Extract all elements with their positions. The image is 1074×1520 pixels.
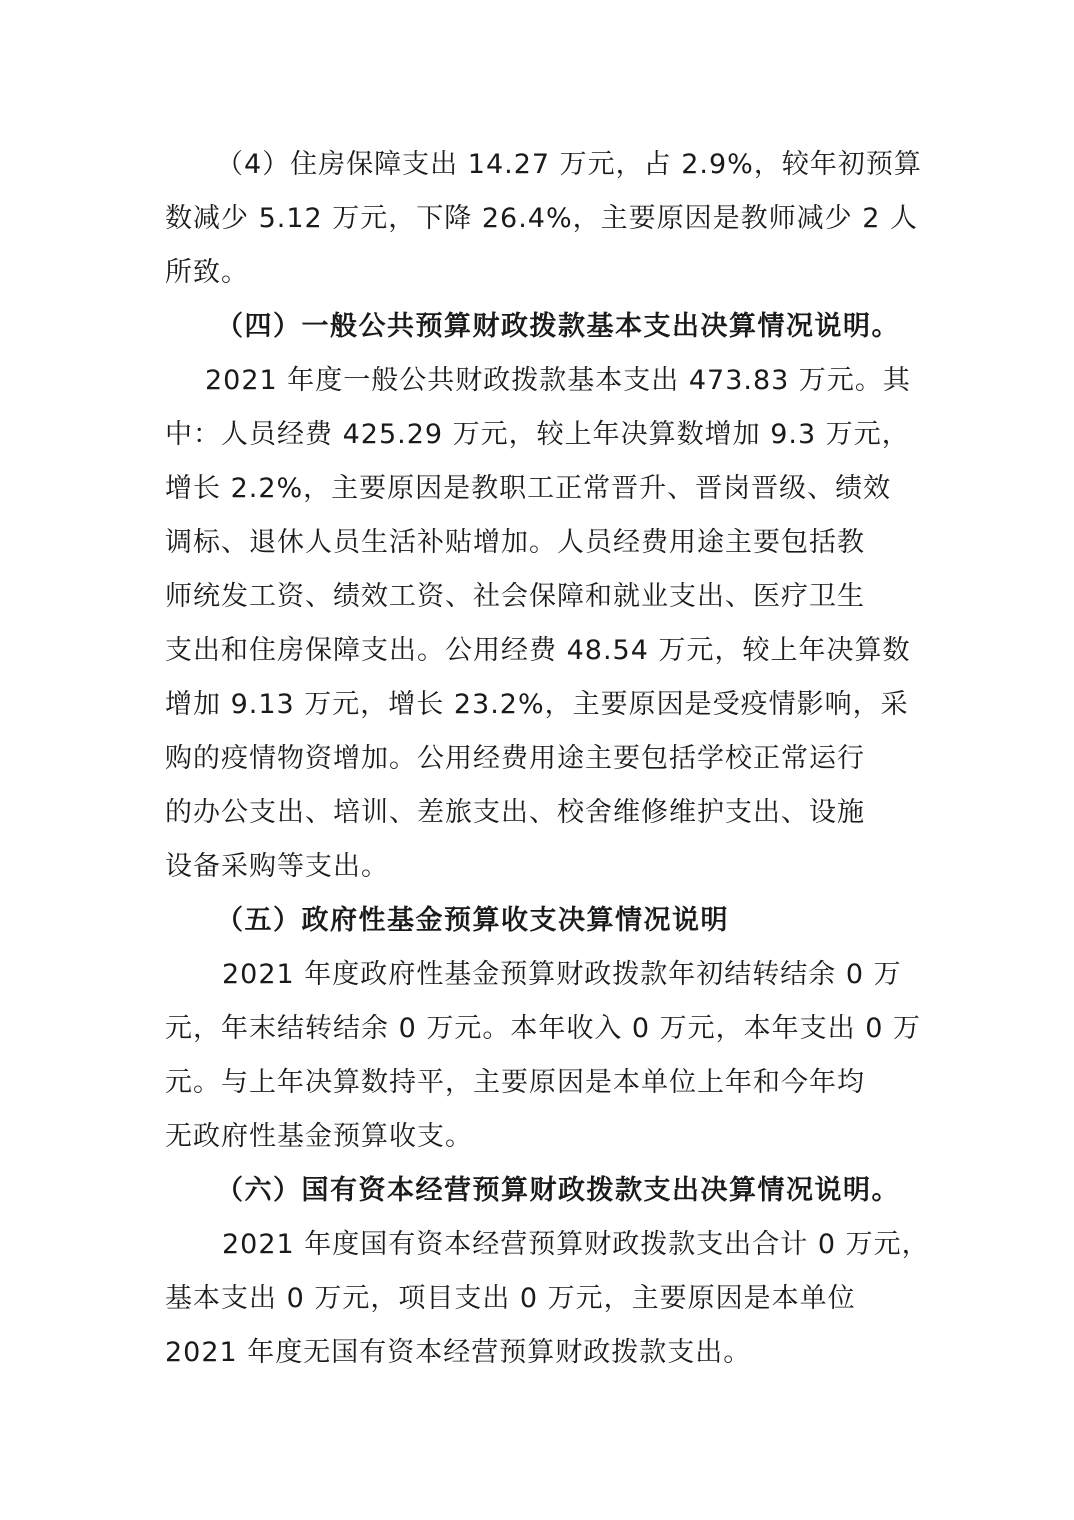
paragraph-fund-line-1: 2021 年度政府性基金预算财政拨款年初结转结余 0 万 [222,959,902,990]
paragraph-fund-line-3: 元。与上年决算数持平，主要原因是本单位上年和今年均 [165,1067,865,1098]
paragraph-basic-line-3: 增长 2.2%，主要原因是教职工正常晋升、晋岗晋级、绩效 [165,473,892,504]
paragraph-fund-line-4: 无政府性基金预算收支。 [165,1121,473,1152]
paragraph-basic-line-1: 2021 年度一般公共财政拨款基本支出 473.83 万元。其 [205,365,911,396]
paragraph-basic-line-9: 的办公支出、培训、差旅支出、校舍维修维护支出、设施 [165,797,865,828]
paragraph-basic-line-7: 增加 9.13 万元，增长 23.2%，主要原因是受疫情影响，采 [165,689,909,720]
section-heading-5: （五）政府性基金预算收支决算情况说明 [216,905,729,936]
paragraph-housing-line-3: 所致。 [165,257,249,288]
section-heading-6: （六）国有资本经营预算财政拨款支出决算情况说明。 [216,1175,900,1206]
paragraph-housing-line-2: 数减少 5.12 万元，下降 26.4%，主要原因是教师减少 2 人 [165,203,918,234]
paragraph-basic-line-4: 调标、退休人员生活补贴增加。人员经费用途主要包括教 [165,527,865,558]
paragraph-basic-line-5: 师统发工资、绩效工资、社会保障和就业支出、医疗卫生 [165,581,865,612]
paragraph-capital-line-2: 基本支出 0 万元，项目支出 0 万元，主要原因是本单位 [165,1283,856,1314]
paragraph-basic-line-10: 设备采购等支出。 [165,851,389,882]
paragraph-basic-line-6: 支出和住房保障支出。公用经费 48.54 万元，较上年决算数 [165,635,911,666]
paragraph-housing-line-1: （4）住房保障支出 14.27 万元，占 2.9%，较年初预算 [216,149,922,180]
paragraph-fund-line-2: 元，年末结转结余 0 万元。本年收入 0 万元，本年支出 0 万 [165,1013,922,1044]
paragraph-capital-line-3: 2021 年度无国有资本经营预算财政拨款支出。 [165,1337,752,1368]
paragraph-basic-line-8: 购的疫情物资增加。公用经费用途主要包括学校正常运行 [165,743,865,774]
paragraph-basic-line-2: 中：人员经费 425.29 万元，较上年决算数增加 9.3 万元， [165,419,910,450]
paragraph-capital-line-1: 2021 年度国有资本经营预算财政拨款支出合计 0 万元， [222,1229,930,1260]
section-heading-4: （四）一般公共预算财政拨款基本支出决算情况说明。 [216,311,900,342]
